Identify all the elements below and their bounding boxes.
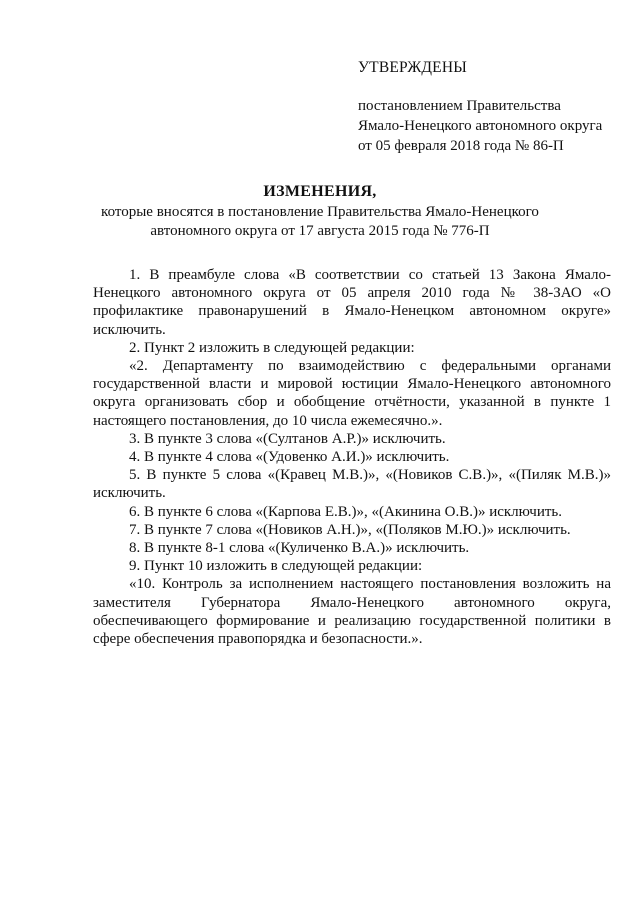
document-body [93,266,611,648]
document-subtitle [0,203,640,241]
subtitle-line-2: автономного округа от 17 августа 2015 года № 776-П [150,223,490,239]
subtitle-line-1: которые вносятся в постановление Правительства Ямало-Ненецкого [101,204,539,220]
paragraph-3: «2. Департаменту по взаимодействию с федеральными органами государственной власти и мировой юстиции Ямало-Ненецкого автономного округа организовать сбор и обобщение отчётности, указанной в пункте 1 настоящего постановления, до 10 числа ежемесячно.». [93,358,611,429]
paragraph-9: 8. В пункте 8-1 слова «(Куличенко В.А.)» исключить. [129,540,470,557]
approval-title: УТВЕРЖДЕНЫ [358,59,467,76]
approval-line-3: от 05 февраля 2018 года № 86-П [358,138,564,154]
approval-block [358,58,618,156]
paragraph-4: 3. В пункте 3 слова «(Султанов А.Р.)» исключить. [129,430,446,447]
paragraph-5: 4. В пункте 4 слова «(Удовенко А.И.)» исключить. [129,449,450,466]
document-title: ИЗМЕНЕНИЯ, [263,183,377,200]
paragraph-7: 6. В пункте 6 слова «(Карпова Е.В.)», «(Акинина О.В.)» исключить. [129,503,563,520]
paragraph-6: 5. В пункте 5 слова «(Кравец М.В.)», «(Новиков С.В.)», «(Пиляк М.В.)» исключить. [93,467,611,502]
paragraph-11: «10. Контроль за исполнением настоящего постановления возложить на заместителя Губернатора Ямало-Ненецкого автономного округа, обеспечивающего формирование и реализацию государственной политики в сфере обеспечения правопорядка и безопасности.». [93,576,611,648]
approval-line-1: постановлением Правительства [358,98,561,114]
paragraph-8: 7. В пункте 7 слова «(Новиков А.Н.)», «(Поляков М.Ю.)» исключить. [129,521,571,538]
approval-line-2: Ямало-Ненецкого автономного округа [358,118,603,134]
paragraph-1: 1. В преамбуле слова «В соответствии со статьей 13 Закона Ямало-Ненецкого автономного округа от 05 апреля 2010 года № 38-ЗАО «О профилактике правонарушений в Ямало-Ненецком автономном округе» исключить. [93,267,611,338]
paragraph-10: 9. Пункт 10 изложить в следующей редакции: [129,558,423,575]
paragraph-2: 2. Пункт 2 изложить в следующей редакции: [129,339,415,356]
